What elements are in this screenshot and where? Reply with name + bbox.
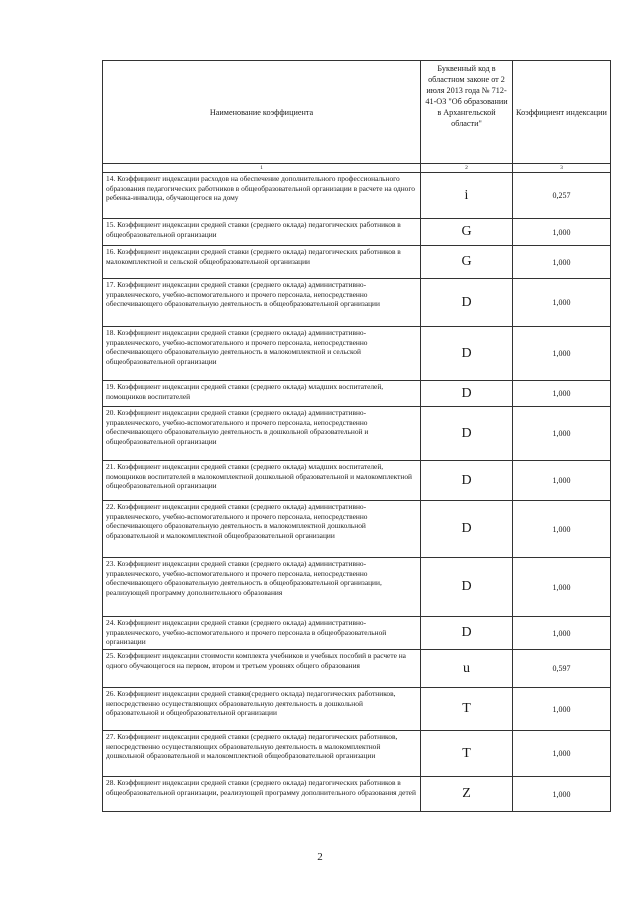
coefficient-value: 1,000: [513, 279, 611, 327]
letter-code: T: [421, 688, 513, 731]
header-code: Буквенный код в областном законе от 2 июля 2013 года № 712-41-ОЗ "Об образовании в Архангельской области": [421, 61, 513, 164]
letter-code: D: [421, 381, 513, 407]
coefficient-value: 1,000: [513, 731, 611, 777]
coefficient-description: 23. Коэффициент индексации средней ставки (среднего оклада) административно-управленческого, учебно-вспомогательного и прочего персонала, непосредственно обеспечивающего образовательную деятельность в общеобразовательной организации, реализующей программу дополнительного образования: [103, 558, 421, 617]
table-row: [103, 688, 611, 731]
header-name: Наименование коэффициента: [103, 61, 421, 164]
table-row: [103, 777, 611, 812]
letter-code: D: [421, 501, 513, 558]
letter-code: T: [421, 731, 513, 777]
coefficient-value: 1,000: [513, 327, 611, 381]
coefficient-description: 20. Коэффициент индексации средней ставки (среднего оклада) административно-управленческого, учебно-вспомогательного и прочего персонала, непосредственно обеспечивающего образовательную деятельность в дошкольной образовательной и общеобразовательной организации: [103, 407, 421, 461]
coefficient-value: 1,000: [513, 558, 611, 617]
table-row: [103, 327, 611, 381]
table-header-row: [103, 61, 611, 164]
coefficient-value: 1,000: [513, 688, 611, 731]
letter-code: D: [421, 461, 513, 501]
coefficient-value: 1,000: [513, 219, 611, 246]
table-row: [103, 173, 611, 219]
coefficient-value: 1,000: [513, 777, 611, 812]
coefficient-description: 16. Коэффициент индексации средней ставки (среднего оклада) педагогических работников в малокомплектной и сельской общеобразовательной организации: [103, 246, 421, 279]
table-row: [103, 246, 611, 279]
coefficient-value: 1,000: [513, 407, 611, 461]
column-number-row: [103, 164, 611, 173]
coefficient-description: 19. Коэффициент индексации средней ставки (среднего оклада) младших воспитателей, помощников воспитателей: [103, 381, 421, 407]
coefficient-description: 18. Коэффициент индексации средней ставки (среднего оклада) административно-управленческого, учебно-вспомогательного и прочего персонала, непосредственно обеспечивающего образовательную деятельность в малокомплектной и сельской общеобразовательной организации: [103, 327, 421, 381]
coefficient-value: 1,000: [513, 501, 611, 558]
letter-code: D: [421, 407, 513, 461]
coefficient-value: 0,597: [513, 650, 611, 688]
document-page: [102, 60, 610, 812]
table-row: [103, 731, 611, 777]
table-row: [103, 617, 611, 650]
table-row: [103, 501, 611, 558]
table-row: [103, 219, 611, 246]
letter-code: D: [421, 327, 513, 381]
coefficient-description: 27. Коэффициент индексации средней ставки (среднего оклада) педагогических работников, непосредственно осуществляющих образовательную деятельность в малокомплектной дошкольной образовательной и малокомплектной общеобразовательной организации: [103, 731, 421, 777]
coefficient-description: 21. Коэффициент индексации средней ставки (среднего оклада) младших воспитателей, помощников воспитателей в малокомплектной дошкольной образовательной и малокомплектной общеобразовательной организации: [103, 461, 421, 501]
table-row: [103, 407, 611, 461]
letter-code: G: [421, 246, 513, 279]
column-number: 3: [513, 164, 611, 173]
letter-code: D: [421, 617, 513, 650]
coefficients-table: [102, 60, 611, 812]
coefficient-description: 15. Коэффициент индексации средней ставки (среднего оклада) педагогических работников в общеобразовательной организации: [103, 219, 421, 246]
letter-code: D: [421, 558, 513, 617]
coefficient-description: 17. Коэффициент индексации средней ставки (среднего оклада) административно-управленческого, учебно-вспомогательного и прочего персонала, непосредственно обеспечивающего образовательную деятельность в общеобразовательной организации: [103, 279, 421, 327]
page-number: 2: [317, 851, 323, 863]
column-number: 1: [103, 164, 421, 173]
coefficient-description: 26. Коэффициент индексации средней ставки(среднего оклада) педагогических работников, непосредственно осуществляющих образовательную деятельность в дошкольной образовательной и общеобразовательной организации: [103, 688, 421, 731]
letter-code: Z: [421, 777, 513, 812]
table-row: [103, 461, 611, 501]
letter-code: u: [421, 650, 513, 688]
table-row: [103, 381, 611, 407]
coefficient-description: 22. Коэффициент индексации средней ставки (среднего оклада) административно-управленческого, учебно-вспомогательного и прочего персонала, непосредственно обеспечивающего образовательную деятельность в малокомплектной дошкольной образовательной и малокомплектной общеобразовательной организации: [103, 501, 421, 558]
coefficient-description: 24. Коэффициент индексации средней ставки (среднего оклада) административно-управленческого, учебно-вспомогательного и прочего персонала в общеобразовательной организации: [103, 617, 421, 650]
coefficient-value: 1,000: [513, 381, 611, 407]
table-row: [103, 279, 611, 327]
letter-code: G: [421, 219, 513, 246]
coefficient-value: 1,000: [513, 461, 611, 501]
table-row: [103, 650, 611, 688]
coefficient-description: 28. Коэффициент индексации средней ставки (среднего оклада) педагогических работников в общеобразовательной организации, реализующей программу дополнительного образования детей: [103, 777, 421, 812]
coefficient-description: 25. Коэффициент индексации стоимости комплекта учебников и учебных пособий в расчете на одного обучающегося на первом, втором и третьем уровнях общего образования: [103, 650, 421, 688]
coefficient-description: 14. Коэффициент индексации расходов на обеспечение дополнительного профессионального образования педагогических работников в общеобразовательной организации в расчете на одного ребенка-инвалида, обучающегося на дому: [103, 173, 421, 219]
coefficient-value: 0,257: [513, 173, 611, 219]
coefficient-value: 1,000: [513, 617, 611, 650]
header-value: Коэффициент индексации: [513, 61, 611, 164]
table-row: [103, 558, 611, 617]
letter-code: D: [421, 279, 513, 327]
column-number: 2: [421, 164, 513, 173]
coefficient-value: 1,000: [513, 246, 611, 279]
letter-code: i: [421, 173, 513, 219]
